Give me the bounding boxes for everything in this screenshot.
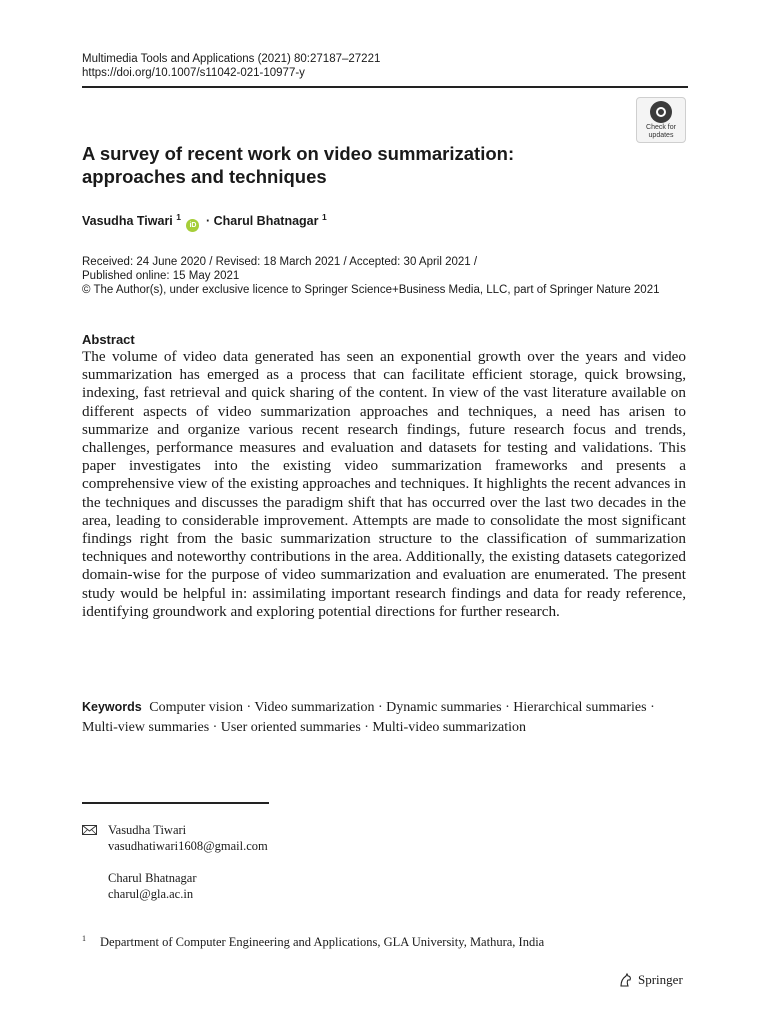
contact-1-email[interactable]: vasudhatiwari1608@gmail.com: [108, 839, 268, 853]
publisher-name: Springer: [638, 972, 683, 987]
paper-title: [82, 142, 602, 188]
dates-line-2: Published online: 15 May 2021: [82, 270, 240, 282]
publisher-logo: [618, 972, 683, 988]
author-1-affil: 1: [176, 212, 181, 222]
journal-header: [82, 52, 380, 80]
contact-1-name: Vasudha Tiwari: [108, 823, 187, 837]
copyright-line: © The Author(s), under exclusive licence to Springer Science+Business Media, LLC, part of Springer Nature 2021: [82, 284, 660, 296]
author-separator: ·: [205, 214, 211, 229]
contact-1: [82, 822, 268, 854]
doi-link[interactable]: https://doi.org/10.1007/s11042-021-10977-y: [82, 67, 305, 79]
dates-line-1: Received: 24 June 2020 / Revised: 18 March 2021 / Accepted: 30 April 2021 /: [82, 256, 478, 268]
contact-2-name: Charul Bhatnagar: [108, 871, 197, 885]
author-2[interactable]: Charul Bhatnagar: [213, 214, 319, 229]
contact-info: [82, 822, 268, 902]
envelope-icon: [82, 825, 97, 835]
title-line-2: approaches and techniques: [82, 166, 327, 187]
check-for-updates-icon: [650, 101, 672, 123]
keywords-text: Computer vision · Video summarization · Dynamic summaries · Hierarchical summaries · Multi-view summaries · User oriented summaries · Multi-video summarization: [82, 700, 655, 735]
contact-2: [82, 870, 268, 902]
affiliation-text: Department of Computer Engineering and Applications, GLA University, Mathura, India: [100, 935, 545, 950]
author-list: [82, 212, 327, 232]
abstract-text: The volume of video data generated has seen an exponential growth over the years and video summarization has emerged as a process that can facilitate efficient storage, quick browsing, indexing, fast retrieval and quick sharing of the content. In view of the vast literature available on different aspects of video summarization approaches and techniques, a need has arisen to summarize and organize various recent research findings, future research focus and trends, challenges, performance measures and evaluation and datasets for testing and validations. This paper investigates into the existing video summarization frameworks and presents a comprehensive view of the existing approaches and techniques. It highlights the recent advances in the techniques and discusses the paradigm shift that has occurred over the last two decades in the area, leading to considerable improvement. Attempts are made to consolidate the most significant findings right from the basic summarization structure to the classification of summarization techniques and noteworthy contributions in the area. Additionally, the existing datasets categorized domain-wise for the purpose of video summarization and evaluation are enumerated. The present study would be helpful in: assimilating important research findings and data for ready reference, identifying groundwork and exploring potential directions for further research.: [82, 348, 686, 620]
header-rule: [82, 86, 688, 88]
journal-citation: Multimedia Tools and Applications (2021) 80:27187–27221: [82, 53, 381, 65]
affiliation-footnote: [82, 934, 544, 950]
author-2-affil: 1: [322, 212, 327, 222]
badge-line-2: updates: [648, 131, 674, 139]
check-for-updates-badge[interactable]: [636, 97, 686, 143]
keywords-heading: Keywords: [82, 700, 142, 714]
affiliation-number: 1: [82, 934, 86, 943]
author-1[interactable]: Vasudha Tiwari: [82, 214, 173, 229]
keywords-block: [82, 697, 682, 738]
contact-2-email[interactable]: charul@gla.ac.in: [108, 887, 194, 901]
footnote-rule: [82, 802, 269, 804]
orcid-icon[interactable]: iD: [186, 219, 199, 232]
publication-dates: [82, 255, 660, 297]
springer-horse-icon: [618, 972, 634, 988]
abstract-heading: Abstract: [82, 332, 135, 347]
badge-line-1: Check for: [646, 124, 676, 131]
title-line-1: A survey of recent work on video summarization:: [82, 143, 515, 164]
